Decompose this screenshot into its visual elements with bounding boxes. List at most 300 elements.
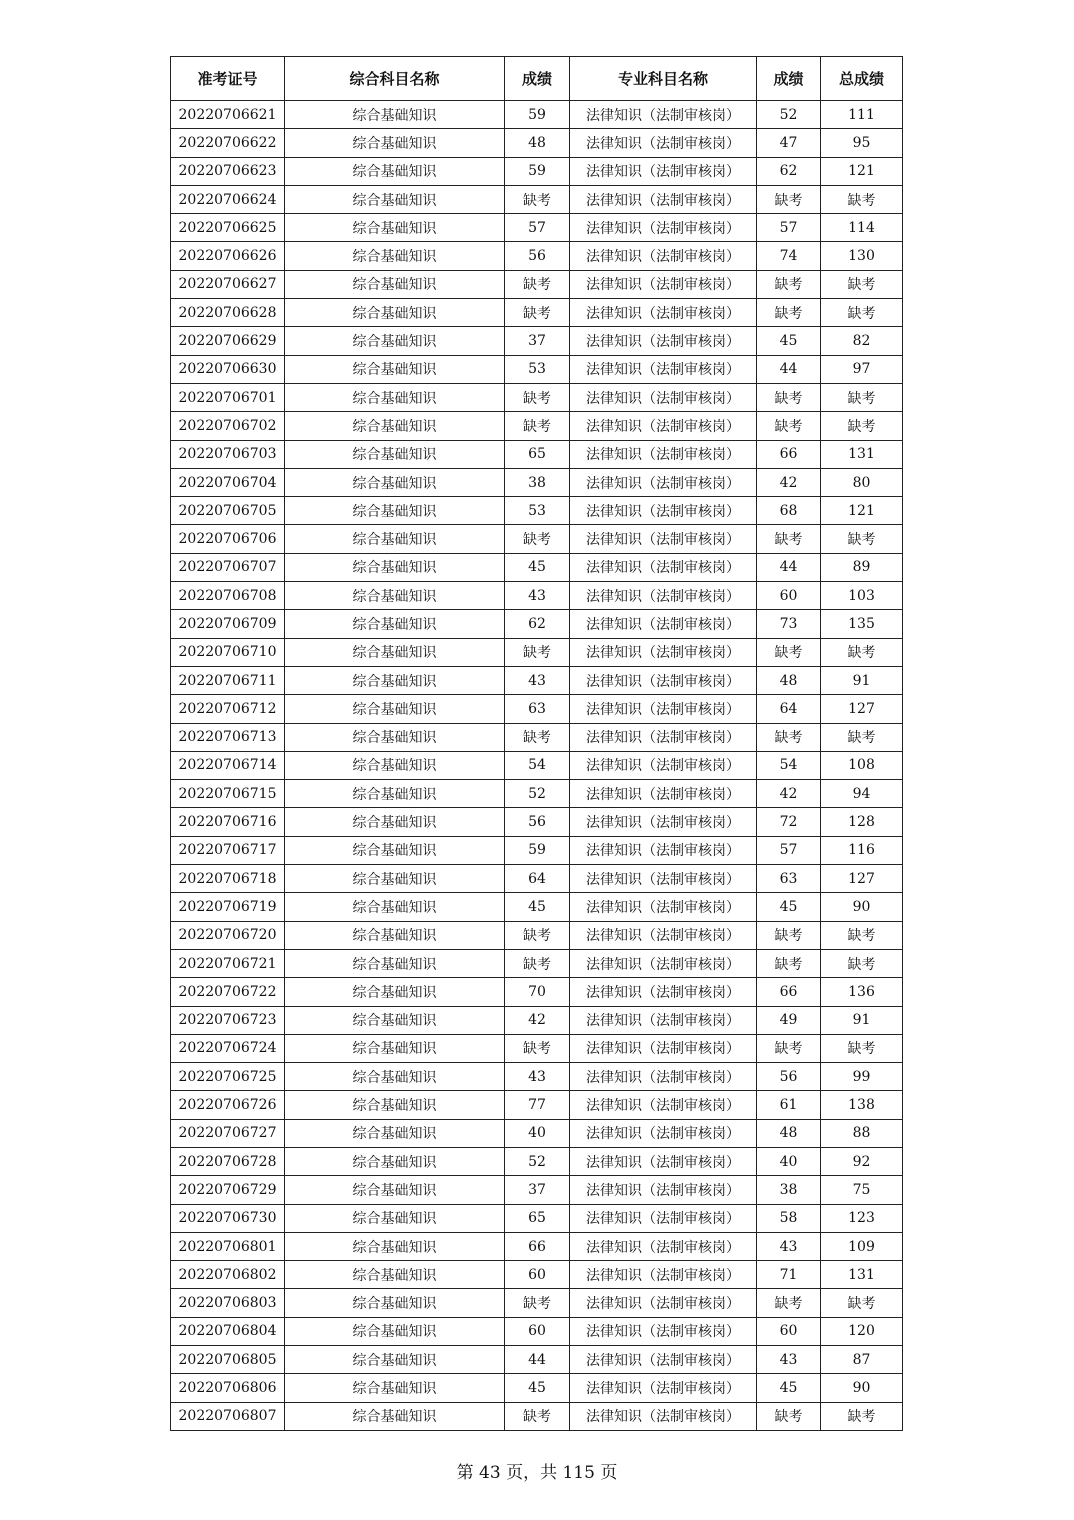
exam-id-cell: 20220706624 bbox=[171, 185, 285, 213]
major-score-cell: 43 bbox=[757, 1346, 821, 1374]
major-score-cell: 缺考 bbox=[757, 299, 821, 327]
major-score-cell: 64 bbox=[757, 695, 821, 723]
major-subject-cell: 法律知识（法制审核岗） bbox=[570, 497, 757, 525]
exam-id-cell: 20220706715 bbox=[171, 780, 285, 808]
general-subject-cell: 综合基础知识 bbox=[285, 1063, 505, 1091]
exam-id-cell: 20220706806 bbox=[171, 1374, 285, 1402]
exam-id-cell: 20220706717 bbox=[171, 836, 285, 864]
general-subject-cell: 综合基础知识 bbox=[285, 185, 505, 213]
major-subject-cell: 法律知识（法制审核岗） bbox=[570, 412, 757, 440]
general-score-cell: 缺考 bbox=[505, 723, 570, 751]
total-score-cell: 缺考 bbox=[821, 723, 903, 751]
general-subject-cell: 综合基础知识 bbox=[285, 893, 505, 921]
general-subject-cell: 综合基础知识 bbox=[285, 949, 505, 977]
general-score-cell: 56 bbox=[505, 242, 570, 270]
page-number: 第 43 页，共 115 页 bbox=[456, 1463, 618, 1483]
major-score-cell: 45 bbox=[757, 327, 821, 355]
major-score-cell: 48 bbox=[757, 1119, 821, 1147]
total-score-cell: 75 bbox=[821, 1176, 903, 1204]
general-score-cell: 44 bbox=[505, 1346, 570, 1374]
major-score-cell: 74 bbox=[757, 242, 821, 270]
total-score-cell: 90 bbox=[821, 1374, 903, 1402]
major-score-cell: 71 bbox=[757, 1261, 821, 1289]
general-subject-cell: 综合基础知识 bbox=[285, 1147, 505, 1175]
exam-id-cell: 20220706728 bbox=[171, 1147, 285, 1175]
table-row bbox=[171, 865, 903, 893]
total-score-cell: 127 bbox=[821, 865, 903, 893]
major-score-cell: 60 bbox=[757, 1317, 821, 1345]
major-score-cell: 45 bbox=[757, 893, 821, 921]
major-subject-cell: 法律知识（法制审核岗） bbox=[570, 157, 757, 185]
exam-id-cell: 20220706725 bbox=[171, 1063, 285, 1091]
general-score-cell: 缺考 bbox=[505, 185, 570, 213]
total-score-cell: 90 bbox=[821, 893, 903, 921]
major-score-cell: 62 bbox=[757, 157, 821, 185]
general-score-cell: 60 bbox=[505, 1261, 570, 1289]
major-subject-cell: 法律知识（法制审核岗） bbox=[570, 214, 757, 242]
general-score-cell: 缺考 bbox=[505, 1289, 570, 1317]
table-row bbox=[171, 412, 903, 440]
total-score-cell: 131 bbox=[821, 1261, 903, 1289]
general-subject-cell: 综合基础知识 bbox=[285, 1006, 505, 1034]
header-general-subject: 综合科目名称 bbox=[285, 57, 505, 101]
table-row bbox=[171, 921, 903, 949]
general-subject-cell: 综合基础知识 bbox=[285, 1289, 505, 1317]
major-score-cell: 42 bbox=[757, 780, 821, 808]
general-subject-cell: 综合基础知识 bbox=[285, 270, 505, 298]
major-subject-cell: 法律知识（法制审核岗） bbox=[570, 1119, 757, 1147]
table-row bbox=[171, 836, 903, 864]
exam-id-cell: 20220706807 bbox=[171, 1402, 285, 1430]
general-score-cell: 缺考 bbox=[505, 270, 570, 298]
total-score-cell: 缺考 bbox=[821, 1402, 903, 1430]
general-subject-cell: 综合基础知识 bbox=[285, 836, 505, 864]
table-row bbox=[171, 695, 903, 723]
total-score-cell: 120 bbox=[821, 1317, 903, 1345]
total-score-cell: 91 bbox=[821, 666, 903, 694]
total-score-cell: 缺考 bbox=[821, 1034, 903, 1062]
major-subject-cell: 法律知识（法制审核岗） bbox=[570, 921, 757, 949]
major-subject-cell: 法律知识（法制审核岗） bbox=[570, 638, 757, 666]
header-major-subject: 专业科目名称 bbox=[570, 57, 757, 101]
table-row bbox=[171, 525, 903, 553]
general-score-cell: 37 bbox=[505, 327, 570, 355]
table-row bbox=[171, 1289, 903, 1317]
table-row bbox=[171, 638, 903, 666]
header-major-score: 成绩 bbox=[757, 57, 821, 101]
major-subject-cell: 法律知识（法制审核岗） bbox=[570, 553, 757, 581]
table-row bbox=[171, 780, 903, 808]
major-subject-cell: 法律知识（法制审核岗） bbox=[570, 299, 757, 327]
major-subject-cell: 法律知识（法制审核岗） bbox=[570, 1232, 757, 1260]
general-score-cell: 56 bbox=[505, 808, 570, 836]
table-row bbox=[171, 666, 903, 694]
exam-id-cell: 20220706702 bbox=[171, 412, 285, 440]
total-score-cell: 136 bbox=[821, 978, 903, 1006]
major-score-cell: 40 bbox=[757, 1147, 821, 1175]
major-score-cell: 72 bbox=[757, 808, 821, 836]
major-score-cell: 49 bbox=[757, 1006, 821, 1034]
header-row bbox=[171, 57, 903, 101]
exam-id-cell: 20220706724 bbox=[171, 1034, 285, 1062]
major-score-cell: 57 bbox=[757, 836, 821, 864]
general-subject-cell: 综合基础知识 bbox=[285, 327, 505, 355]
general-score-cell: 59 bbox=[505, 101, 570, 129]
general-score-cell: 45 bbox=[505, 893, 570, 921]
major-subject-cell: 法律知识（法制审核岗） bbox=[570, 695, 757, 723]
general-score-cell: 53 bbox=[505, 497, 570, 525]
major-score-cell: 缺考 bbox=[757, 270, 821, 298]
major-subject-cell: 法律知识（法制审核岗） bbox=[570, 1317, 757, 1345]
general-subject-cell: 综合基础知识 bbox=[285, 299, 505, 327]
exam-id-cell: 20220706714 bbox=[171, 751, 285, 779]
table-row bbox=[171, 327, 903, 355]
major-subject-cell: 法律知识（法制审核岗） bbox=[570, 1063, 757, 1091]
major-score-cell: 44 bbox=[757, 553, 821, 581]
general-subject-cell: 综合基础知识 bbox=[285, 101, 505, 129]
major-score-cell: 66 bbox=[757, 440, 821, 468]
general-score-cell: 53 bbox=[505, 355, 570, 383]
total-score-cell: 99 bbox=[821, 1063, 903, 1091]
major-subject-cell: 法律知识（法制审核岗） bbox=[570, 468, 757, 496]
general-score-cell: 63 bbox=[505, 695, 570, 723]
total-score-cell: 108 bbox=[821, 751, 903, 779]
major-subject-cell: 法律知识（法制审核岗） bbox=[570, 1261, 757, 1289]
table-row bbox=[171, 270, 903, 298]
general-subject-cell: 综合基础知识 bbox=[285, 553, 505, 581]
major-subject-cell: 法律知识（法制审核岗） bbox=[570, 1374, 757, 1402]
table-row bbox=[171, 978, 903, 1006]
major-score-cell: 缺考 bbox=[757, 723, 821, 751]
total-score-cell: 缺考 bbox=[821, 185, 903, 213]
exam-id-cell: 20220706705 bbox=[171, 497, 285, 525]
general-subject-cell: 综合基础知识 bbox=[285, 638, 505, 666]
total-score-cell: 138 bbox=[821, 1091, 903, 1119]
total-score-cell: 94 bbox=[821, 780, 903, 808]
general-subject-cell: 综合基础知识 bbox=[285, 1091, 505, 1119]
table-row bbox=[171, 242, 903, 270]
total-score-cell: 92 bbox=[821, 1147, 903, 1175]
total-score-cell: 缺考 bbox=[821, 921, 903, 949]
table-row bbox=[171, 185, 903, 213]
general-score-cell: 66 bbox=[505, 1232, 570, 1260]
table-row bbox=[171, 1147, 903, 1175]
general-score-cell: 40 bbox=[505, 1119, 570, 1147]
exam-id-cell: 20220706703 bbox=[171, 440, 285, 468]
table-row bbox=[171, 497, 903, 525]
general-score-cell: 45 bbox=[505, 1374, 570, 1402]
general-score-cell: 60 bbox=[505, 1317, 570, 1345]
major-score-cell: 45 bbox=[757, 1374, 821, 1402]
table-row bbox=[171, 440, 903, 468]
major-subject-cell: 法律知识（法制审核岗） bbox=[570, 1204, 757, 1232]
major-subject-cell: 法律知识（法制审核岗） bbox=[570, 129, 757, 157]
major-score-cell: 73 bbox=[757, 610, 821, 638]
table-row bbox=[171, 157, 903, 185]
general-subject-cell: 综合基础知识 bbox=[285, 865, 505, 893]
general-score-cell: 缺考 bbox=[505, 525, 570, 553]
table-row bbox=[171, 1091, 903, 1119]
major-score-cell: 缺考 bbox=[757, 1034, 821, 1062]
general-subject-cell: 综合基础知识 bbox=[285, 695, 505, 723]
exam-id-cell: 20220706708 bbox=[171, 582, 285, 610]
general-score-cell: 59 bbox=[505, 836, 570, 864]
total-score-cell: 116 bbox=[821, 836, 903, 864]
exam-id-cell: 20220706712 bbox=[171, 695, 285, 723]
general-subject-cell: 综合基础知识 bbox=[285, 582, 505, 610]
major-subject-cell: 法律知识（法制审核岗） bbox=[570, 440, 757, 468]
table-row bbox=[171, 101, 903, 129]
total-score-cell: 111 bbox=[821, 101, 903, 129]
exam-id-cell: 20220706710 bbox=[171, 638, 285, 666]
major-subject-cell: 法律知识（法制审核岗） bbox=[570, 270, 757, 298]
general-subject-cell: 综合基础知识 bbox=[285, 780, 505, 808]
general-score-cell: 缺考 bbox=[505, 1034, 570, 1062]
major-score-cell: 缺考 bbox=[757, 638, 821, 666]
major-score-cell: 66 bbox=[757, 978, 821, 1006]
table-row bbox=[171, 214, 903, 242]
exam-id-cell: 20220706716 bbox=[171, 808, 285, 836]
general-subject-cell: 综合基础知识 bbox=[285, 1176, 505, 1204]
total-score-cell: 88 bbox=[821, 1119, 903, 1147]
general-subject-cell: 综合基础知识 bbox=[285, 978, 505, 1006]
major-subject-cell: 法律知识（法制审核岗） bbox=[570, 1289, 757, 1317]
total-score-cell: 127 bbox=[821, 695, 903, 723]
exam-id-cell: 20220706627 bbox=[171, 270, 285, 298]
general-subject-cell: 综合基础知识 bbox=[285, 468, 505, 496]
major-score-cell: 60 bbox=[757, 582, 821, 610]
exam-id-cell: 20220706621 bbox=[171, 101, 285, 129]
major-score-cell: 57 bbox=[757, 214, 821, 242]
general-score-cell: 缺考 bbox=[505, 412, 570, 440]
exam-id-cell: 20220706626 bbox=[171, 242, 285, 270]
general-score-cell: 62 bbox=[505, 610, 570, 638]
general-score-cell: 42 bbox=[505, 1006, 570, 1034]
general-score-cell: 43 bbox=[505, 1063, 570, 1091]
major-score-cell: 52 bbox=[757, 101, 821, 129]
general-score-cell: 缺考 bbox=[505, 638, 570, 666]
major-subject-cell: 法律知识（法制审核岗） bbox=[570, 1091, 757, 1119]
total-score-cell: 缺考 bbox=[821, 638, 903, 666]
table-row bbox=[171, 723, 903, 751]
exam-id-cell: 20220706722 bbox=[171, 978, 285, 1006]
total-score-cell: 121 bbox=[821, 497, 903, 525]
general-score-cell: 缺考 bbox=[505, 921, 570, 949]
table-row bbox=[171, 1176, 903, 1204]
general-score-cell: 59 bbox=[505, 157, 570, 185]
general-score-cell: 缺考 bbox=[505, 299, 570, 327]
general-score-cell: 52 bbox=[505, 1147, 570, 1175]
major-subject-cell: 法律知识（法制审核岗） bbox=[570, 1034, 757, 1062]
general-subject-cell: 综合基础知识 bbox=[285, 921, 505, 949]
exam-id-cell: 20220706628 bbox=[171, 299, 285, 327]
major-subject-cell: 法律知识（法制审核岗） bbox=[570, 780, 757, 808]
total-score-cell: 87 bbox=[821, 1346, 903, 1374]
total-score-cell: 128 bbox=[821, 808, 903, 836]
major-subject-cell: 法律知识（法制审核岗） bbox=[570, 949, 757, 977]
total-score-cell: 123 bbox=[821, 1204, 903, 1232]
exam-id-cell: 20220706719 bbox=[171, 893, 285, 921]
total-score-cell: 缺考 bbox=[821, 525, 903, 553]
general-subject-cell: 综合基础知识 bbox=[285, 1346, 505, 1374]
exam-id-cell: 20220706803 bbox=[171, 1289, 285, 1317]
general-subject-cell: 综合基础知识 bbox=[285, 1374, 505, 1402]
total-score-cell: 82 bbox=[821, 327, 903, 355]
total-score-cell: 109 bbox=[821, 1232, 903, 1260]
table-row bbox=[171, 129, 903, 157]
exam-id-cell: 20220706721 bbox=[171, 949, 285, 977]
general-subject-cell: 综合基础知识 bbox=[285, 440, 505, 468]
exam-id-cell: 20220706727 bbox=[171, 1119, 285, 1147]
table-row bbox=[171, 299, 903, 327]
table-body bbox=[171, 101, 903, 1431]
general-subject-cell: 综合基础知识 bbox=[285, 1034, 505, 1062]
header-general-score: 成绩 bbox=[505, 57, 570, 101]
total-score-cell: 91 bbox=[821, 1006, 903, 1034]
major-subject-cell: 法律知识（法制审核岗） bbox=[570, 1147, 757, 1175]
table-row bbox=[171, 1317, 903, 1345]
general-score-cell: 54 bbox=[505, 751, 570, 779]
total-score-cell: 缺考 bbox=[821, 412, 903, 440]
exam-id-cell: 20220706622 bbox=[171, 129, 285, 157]
major-score-cell: 44 bbox=[757, 355, 821, 383]
general-score-cell: 70 bbox=[505, 978, 570, 1006]
exam-id-cell: 20220706706 bbox=[171, 525, 285, 553]
general-score-cell: 43 bbox=[505, 582, 570, 610]
major-score-cell: 缺考 bbox=[757, 383, 821, 411]
table-row bbox=[171, 355, 903, 383]
exam-id-cell: 20220706723 bbox=[171, 1006, 285, 1034]
total-score-cell: 89 bbox=[821, 553, 903, 581]
general-subject-cell: 综合基础知识 bbox=[285, 525, 505, 553]
major-score-cell: 48 bbox=[757, 666, 821, 694]
total-score-cell: 130 bbox=[821, 242, 903, 270]
general-subject-cell: 综合基础知识 bbox=[285, 1232, 505, 1260]
exam-id-cell: 20220706713 bbox=[171, 723, 285, 751]
table-row bbox=[171, 1232, 903, 1260]
exam-id-cell: 20220706704 bbox=[171, 468, 285, 496]
major-score-cell: 缺考 bbox=[757, 185, 821, 213]
general-subject-cell: 综合基础知识 bbox=[285, 666, 505, 694]
exam-id-cell: 20220706804 bbox=[171, 1317, 285, 1345]
general-score-cell: 52 bbox=[505, 780, 570, 808]
table-row bbox=[171, 1063, 903, 1091]
total-score-cell: 135 bbox=[821, 610, 903, 638]
table-row bbox=[171, 893, 903, 921]
general-subject-cell: 综合基础知识 bbox=[285, 129, 505, 157]
major-subject-cell: 法律知识（法制审核岗） bbox=[570, 582, 757, 610]
major-score-cell: 缺考 bbox=[757, 412, 821, 440]
total-score-cell: 80 bbox=[821, 468, 903, 496]
general-subject-cell: 综合基础知识 bbox=[285, 751, 505, 779]
table-row bbox=[171, 1119, 903, 1147]
exam-id-cell: 20220706623 bbox=[171, 157, 285, 185]
exam-id-cell: 20220706801 bbox=[171, 1232, 285, 1260]
general-score-cell: 57 bbox=[505, 214, 570, 242]
total-score-cell: 121 bbox=[821, 157, 903, 185]
exam-id-cell: 20220706729 bbox=[171, 1176, 285, 1204]
major-subject-cell: 法律知识（法制审核岗） bbox=[570, 101, 757, 129]
exam-id-cell: 20220706802 bbox=[171, 1261, 285, 1289]
major-subject-cell: 法律知识（法制审核岗） bbox=[570, 1006, 757, 1034]
general-subject-cell: 综合基础知识 bbox=[285, 1119, 505, 1147]
table-row bbox=[171, 1374, 903, 1402]
table-row bbox=[171, 1346, 903, 1374]
exam-id-cell: 20220706720 bbox=[171, 921, 285, 949]
major-subject-cell: 法律知识（法制审核岗） bbox=[570, 666, 757, 694]
table-row bbox=[171, 1006, 903, 1034]
major-score-cell: 56 bbox=[757, 1063, 821, 1091]
major-subject-cell: 法律知识（法制审核岗） bbox=[570, 525, 757, 553]
general-subject-cell: 综合基础知识 bbox=[285, 1204, 505, 1232]
table-row bbox=[171, 468, 903, 496]
total-score-cell: 103 bbox=[821, 582, 903, 610]
general-subject-cell: 综合基础知识 bbox=[285, 497, 505, 525]
major-score-cell: 54 bbox=[757, 751, 821, 779]
exam-id-cell: 20220706711 bbox=[171, 666, 285, 694]
general-score-cell: 38 bbox=[505, 468, 570, 496]
general-subject-cell: 综合基础知识 bbox=[285, 1317, 505, 1345]
general-score-cell: 37 bbox=[505, 1176, 570, 1204]
general-score-cell: 64 bbox=[505, 865, 570, 893]
total-score-cell: 缺考 bbox=[821, 270, 903, 298]
major-score-cell: 缺考 bbox=[757, 921, 821, 949]
general-score-cell: 77 bbox=[505, 1091, 570, 1119]
table-row bbox=[171, 1204, 903, 1232]
major-score-cell: 42 bbox=[757, 468, 821, 496]
major-subject-cell: 法律知识（法制审核岗） bbox=[570, 893, 757, 921]
general-subject-cell: 综合基础知识 bbox=[285, 383, 505, 411]
general-subject-cell: 综合基础知识 bbox=[285, 1261, 505, 1289]
general-subject-cell: 综合基础知识 bbox=[285, 157, 505, 185]
general-subject-cell: 综合基础知识 bbox=[285, 1402, 505, 1430]
general-subject-cell: 综合基础知识 bbox=[285, 214, 505, 242]
major-score-cell: 缺考 bbox=[757, 525, 821, 553]
header-total-score: 总成绩 bbox=[821, 57, 903, 101]
general-subject-cell: 综合基础知识 bbox=[285, 242, 505, 270]
major-subject-cell: 法律知识（法制审核岗） bbox=[570, 355, 757, 383]
major-subject-cell: 法律知识（法制审核岗） bbox=[570, 1346, 757, 1374]
major-score-cell: 58 bbox=[757, 1204, 821, 1232]
total-score-cell: 114 bbox=[821, 214, 903, 242]
major-score-cell: 43 bbox=[757, 1232, 821, 1260]
major-subject-cell: 法律知识（法制审核岗） bbox=[570, 865, 757, 893]
general-subject-cell: 综合基础知识 bbox=[285, 412, 505, 440]
major-score-cell: 缺考 bbox=[757, 1402, 821, 1430]
general-score-cell: 48 bbox=[505, 129, 570, 157]
general-score-cell: 缺考 bbox=[505, 383, 570, 411]
table-row bbox=[171, 582, 903, 610]
exam-id-cell: 20220706718 bbox=[171, 865, 285, 893]
total-score-cell: 131 bbox=[821, 440, 903, 468]
major-subject-cell: 法律知识（法制审核岗） bbox=[570, 978, 757, 1006]
exam-id-cell: 20220706625 bbox=[171, 214, 285, 242]
table-row bbox=[171, 1261, 903, 1289]
major-subject-cell: 法律知识（法制审核岗） bbox=[570, 836, 757, 864]
major-subject-cell: 法律知识（法制审核岗） bbox=[570, 723, 757, 751]
major-subject-cell: 法律知识（法制审核岗） bbox=[570, 242, 757, 270]
major-subject-cell: 法律知识（法制审核岗） bbox=[570, 1402, 757, 1430]
major-score-cell: 61 bbox=[757, 1091, 821, 1119]
total-score-cell: 97 bbox=[821, 355, 903, 383]
general-subject-cell: 综合基础知识 bbox=[285, 355, 505, 383]
exam-id-cell: 20220706726 bbox=[171, 1091, 285, 1119]
general-score-cell: 65 bbox=[505, 440, 570, 468]
table-row bbox=[171, 949, 903, 977]
general-score-cell: 45 bbox=[505, 553, 570, 581]
exam-id-cell: 20220706701 bbox=[171, 383, 285, 411]
major-subject-cell: 法律知识（法制审核岗） bbox=[570, 808, 757, 836]
